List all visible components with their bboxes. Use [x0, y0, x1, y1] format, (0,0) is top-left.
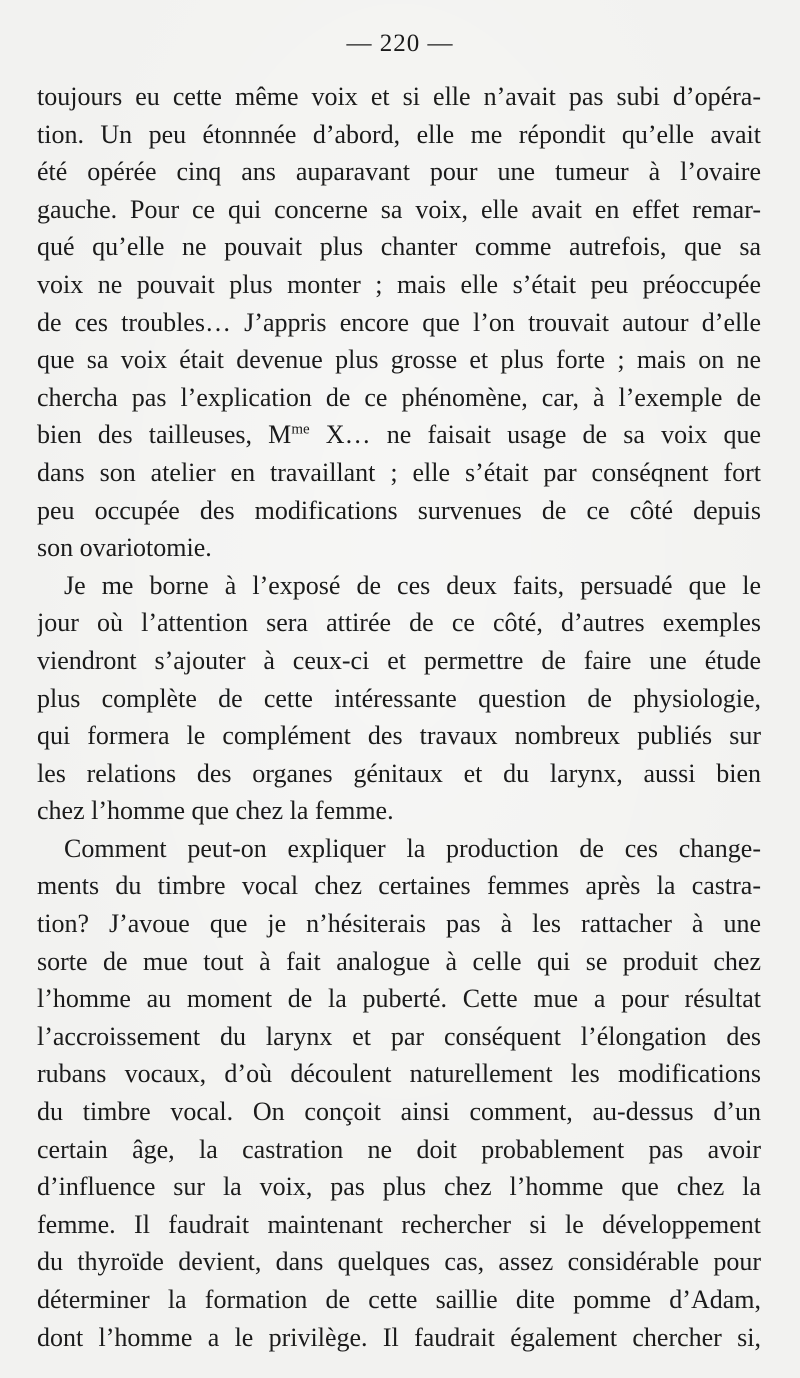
- text-line: gauche. Pour ce qui concerne sa voix, elle avait en effet remar-: [37, 194, 761, 224]
- paragraph: [37, 830, 761, 1356]
- text-line: Je me borne à l’exposé de ces deux faits, persuadé que le: [64, 570, 761, 600]
- text-line: ments du timbre vocal chez certaines femmes après la castra-: [37, 871, 761, 901]
- text-line: d’influence sur la voix, pas plus chez l’homme que chez la: [37, 1172, 761, 1202]
- text-line: femme. Il faudrait maintenant rechercher si le développement: [37, 1209, 761, 1239]
- text-line: plus complète de cette intéressante question de physiologie,: [37, 683, 761, 713]
- text-line: du thyroïde devient, dans quelques cas, assez considérable pour: [37, 1247, 761, 1277]
- paragraph: [37, 567, 761, 830]
- text-line: qui formera le complément des travaux nombreux publiés sur: [37, 721, 761, 751]
- text-line: jour où l’attention sera attirée de ce côté, d’autres exemples: [37, 608, 761, 638]
- text-line: tion. Un peu étonnnée d’abord, elle me répondit qu’elle avait: [37, 119, 761, 149]
- body-text: [37, 78, 761, 1356]
- text-line: de ces troubles… J’appris encore que l’on trouvait autour d’elle: [37, 307, 761, 337]
- text-line: chercha pas l’explication de ce phénomène, car, à l’exemple de: [37, 382, 761, 412]
- text-line: viendront s’ajouter à ceux-ci et permettre de faire une étude: [37, 645, 761, 675]
- paragraph: [37, 78, 761, 567]
- text-line: été opérée cinq ans auparavant pour une tumeur à l’ovaire: [37, 157, 761, 187]
- text-line: toujours eu cette même voix et si elle n’avait pas subi d’opéra-: [37, 82, 761, 111]
- text-line: l’homme au moment de la puberté. Cette mue a pour résultat: [37, 984, 761, 1014]
- text-line: que sa voix était devenue plus grosse et plus forte ; mais on ne: [37, 345, 761, 375]
- text-line: voix ne pouvait plus monter ; mais elle s’était peu préoccupée: [37, 269, 761, 299]
- text-line: certain âge, la castration ne doit probablement pas avoir: [37, 1134, 761, 1164]
- page-number: — 220 —: [346, 30, 454, 57]
- text-line: chez l’homme que chez la femme.: [37, 796, 394, 826]
- text-line: du timbre vocal. On conçoit ainsi comment, au-dessus d’un: [37, 1097, 761, 1127]
- text-line: bien des tailleuses, $M^{me}$ X… ne faisait usage de sa voix que: [37, 420, 761, 450]
- text-line: Comment peut-on expliquer la production de ces change-: [64, 833, 761, 863]
- text-line: tion? J’avoue que je n’hésiterais pas à les rattacher à une: [37, 909, 761, 939]
- text-line: son ovariotomie.: [37, 533, 212, 563]
- text-line: rubans vocaux, d’où découlent naturellement les modifications: [37, 1059, 761, 1089]
- text-line: sorte de mue tout à fait analogue à celle qui se produit chez: [37, 946, 761, 976]
- text-line: l’accroissement du larynx et par conséquent l’élongation des: [37, 1021, 761, 1051]
- text-line: déterminer la formation de cette saillie dite pomme d’Adam,: [37, 1285, 761, 1314]
- text-line: qué qu’elle ne pouvait plus chanter comme autrefois, que sa: [37, 232, 761, 262]
- text-line: les relations des organes génitaux et du larynx, aussi bien: [37, 758, 761, 788]
- text-line: dans son atelier en travaillant ; elle s’était par conséqnent fort: [37, 457, 761, 487]
- text-line: peu occupée des modifications survenues de ce côté depuis: [37, 495, 761, 525]
- text-line: dont l’homme a le privilège. Il faudrait également chercher si,: [37, 1322, 761, 1352]
